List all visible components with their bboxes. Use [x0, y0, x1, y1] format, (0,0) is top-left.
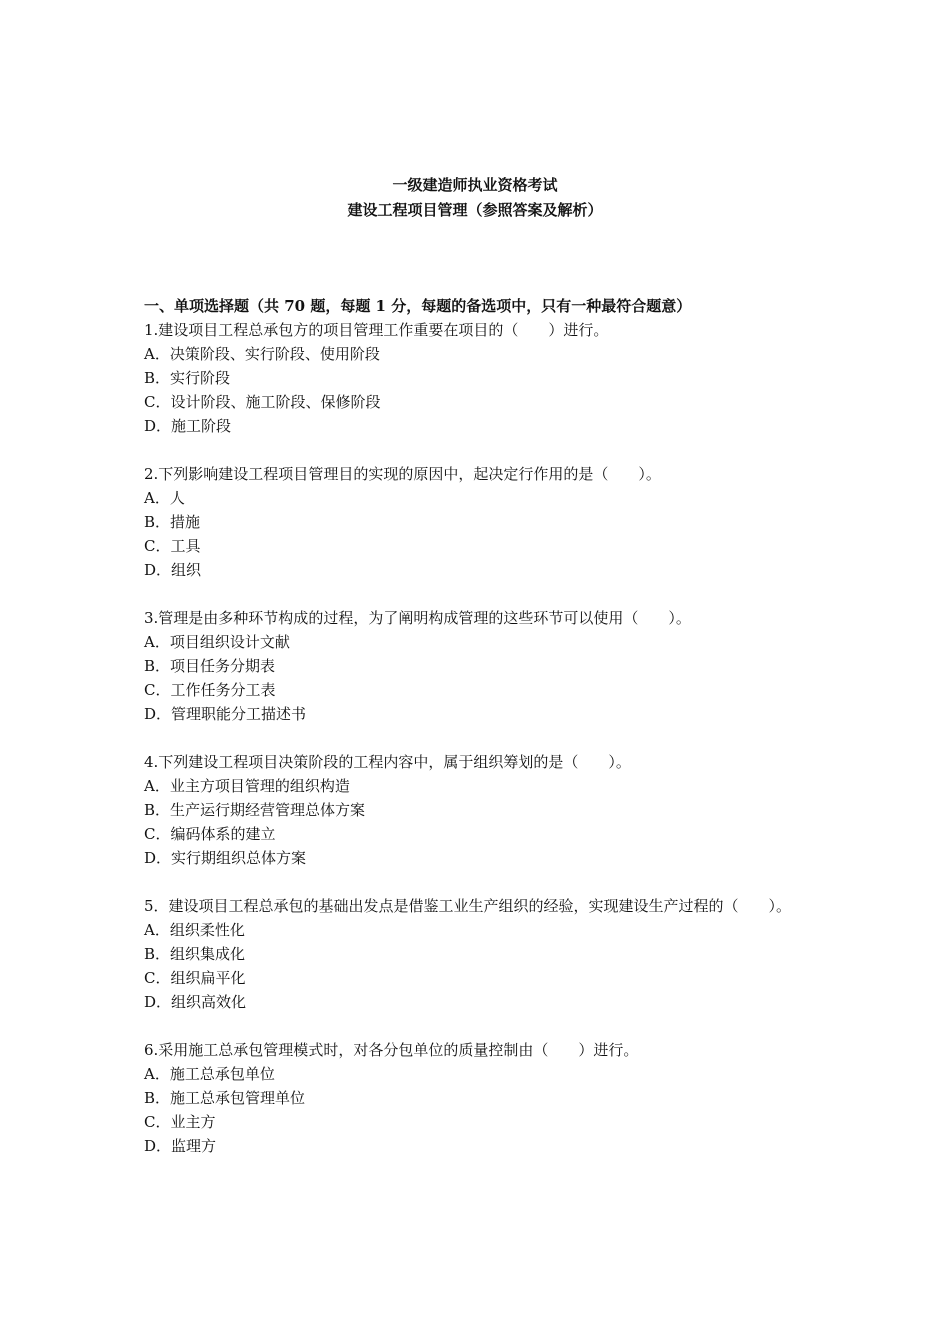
- option-d: D．实行期组织总体方案: [144, 849, 307, 867]
- option-c: C．工作任务分工表: [144, 681, 276, 699]
- option-c: C．组织扁平化: [144, 969, 246, 987]
- question-stem: 2.下列影响建设工程项目管理目的实现的原因中，起决定行作用的是（ ）。: [144, 465, 661, 483]
- question-2: [144, 462, 814, 582]
- option-a: A．施工总承包单位: [144, 1065, 275, 1083]
- question-5: [144, 894, 814, 1014]
- option-b: B．生产运行期经营管理总体方案: [144, 801, 366, 819]
- document-body: [144, 294, 814, 1182]
- option-c: C．业主方: [144, 1113, 216, 1131]
- option-d: D．监理方: [144, 1137, 217, 1155]
- option-b: B．施工总承包管理单位: [144, 1089, 306, 1107]
- option-a: A．决策阶段、实行阶段、使用阶段: [144, 345, 380, 363]
- option-a: A．人: [144, 489, 185, 507]
- question-3: [144, 606, 814, 726]
- option-d: D．组织: [144, 561, 202, 579]
- document-subtitle: 建设工程项目管理（参照答案及解析）: [347, 201, 603, 219]
- option-c: C．设计阶段、施工阶段、保修阶段: [144, 393, 381, 411]
- option-b: B．组织集成化: [144, 945, 246, 963]
- option-a: A．项目组织设计文献: [144, 633, 290, 651]
- option-c: C．工具: [144, 537, 201, 555]
- question-stem: 6.采用施工总承包管理模式时，对各分包单位的质量控制由（ ）进行。: [144, 1041, 639, 1059]
- question-1: [144, 318, 814, 438]
- question-stem: 1.建设项目工程总承包方的项目管理工作重要在项目的（ ）进行。: [144, 321, 609, 339]
- option-d: D．组织高效化: [144, 993, 247, 1011]
- option-d: D．管理职能分工描述书: [144, 705, 307, 723]
- option-b: B．实行阶段: [144, 369, 231, 387]
- option-a: A．组织柔性化: [144, 921, 245, 939]
- section-heading: 一、单项选择题（共 70 题，每题 1 分，每题的备选项中，只有一种最符合题意）: [144, 297, 692, 315]
- document-title: 一级建造师执业资格考试: [392, 176, 558, 194]
- option-b: B．项目任务分期表: [144, 657, 276, 675]
- question-stem: 4.下列建设工程项目决策阶段的工程内容中，属于组织筹划的是（ ）。: [144, 753, 631, 771]
- option-b: B．措施: [144, 513, 201, 531]
- option-c: C．编码体系的建立: [144, 825, 276, 843]
- option-a: A．业主方项目管理的组织构造: [144, 777, 350, 795]
- question-4: [144, 750, 814, 870]
- option-d: D．施工阶段: [144, 417, 232, 435]
- question-6: [144, 1038, 814, 1158]
- question-stem: 3.管理是由多种环节构成的过程，为了阐明构成管理的这些环节可以使用（ ）。: [144, 609, 691, 627]
- question-stem: 5．建设项目工程总承包的基础出发点是借鉴工业生产组织的经验，实现建设生产过程的（ ）。: [144, 897, 792, 915]
